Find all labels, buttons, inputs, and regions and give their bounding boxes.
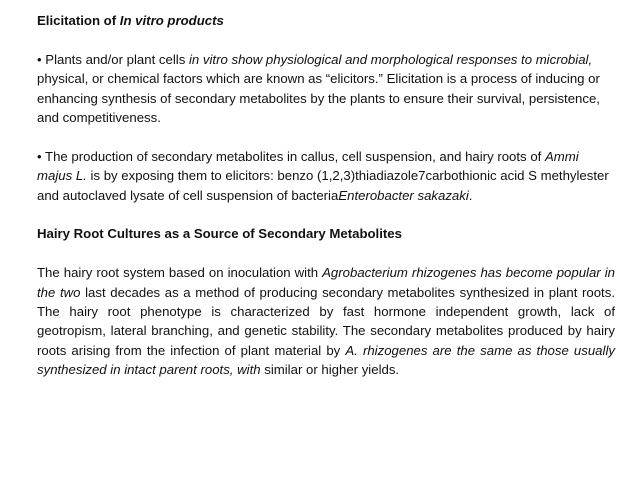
paragraph-text-1: The hairy root system based on inoculation with [37, 265, 323, 281]
bullet-production-species: Ammi majus L. [37, 148, 579, 184]
paragraph-italic-2: A. rhizogenes are the same as those usually synthesized in intact parent roots, with [37, 342, 615, 378]
spacer [37, 127, 615, 146]
spacer [37, 205, 615, 224]
bullet-elicitors [37, 50, 615, 128]
heading-hairy-root: Hairy Root Cultures as a Source of Secondary Metabolites [37, 226, 402, 242]
paragraph-hairy-root [37, 263, 615, 379]
bullet-elicitors-italic: in vitro show physiological and morphological responses to microbial, [188, 51, 593, 67]
slide-content [37, 11, 615, 380]
heading-elicitation-prefix: Elicitation of [37, 13, 120, 28]
paragraph-text-3: similar or higher yields. [260, 362, 400, 378]
bullet-production-text-3: . [468, 187, 473, 203]
bullet-production-text-1: • The production of secondary metabolites in callus, cell suspension, and hairy roots of [37, 148, 545, 164]
heading-elicitation [37, 11, 615, 30]
bullet-elicitors-text-1: • Plants and/or plant cells [37, 51, 189, 67]
bullet-production [37, 147, 615, 205]
paragraph-text-2: last decades as a method of producing secondary metabolites synthesized in plant roots. The hairy root phenotype is characterized by fast hormone independent growth, lack of geotropism, lateral branching, and genetic stability. The secondary metabolites produced by hairy roots arising from the infection of plant material by [37, 284, 615, 358]
spacer [37, 244, 615, 263]
heading-elicitation-italic: In vitro products [119, 13, 224, 28]
paragraph-italic-1: Agrobacterium rhizogenes has become popular in the two [37, 265, 615, 300]
bullet-elicitors-text-2: physical, or chemical factors which are known as “elicitors.” Elicitation is a process of inducing or enhancing synthesis of secondary metabolites by the plants to ensure their survival, persistence, and competitiveness. [37, 71, 600, 126]
bullet-production-text-2: is by exposing them to elicitors: benzo (1,2,3)thiadiazole7carbothionic acid S methylester and autoclaved lysate of cell suspension of bacteria [37, 168, 609, 203]
spacer [37, 30, 615, 49]
bullet-production-bacteria: Enterobacter sakazaki [338, 187, 469, 203]
